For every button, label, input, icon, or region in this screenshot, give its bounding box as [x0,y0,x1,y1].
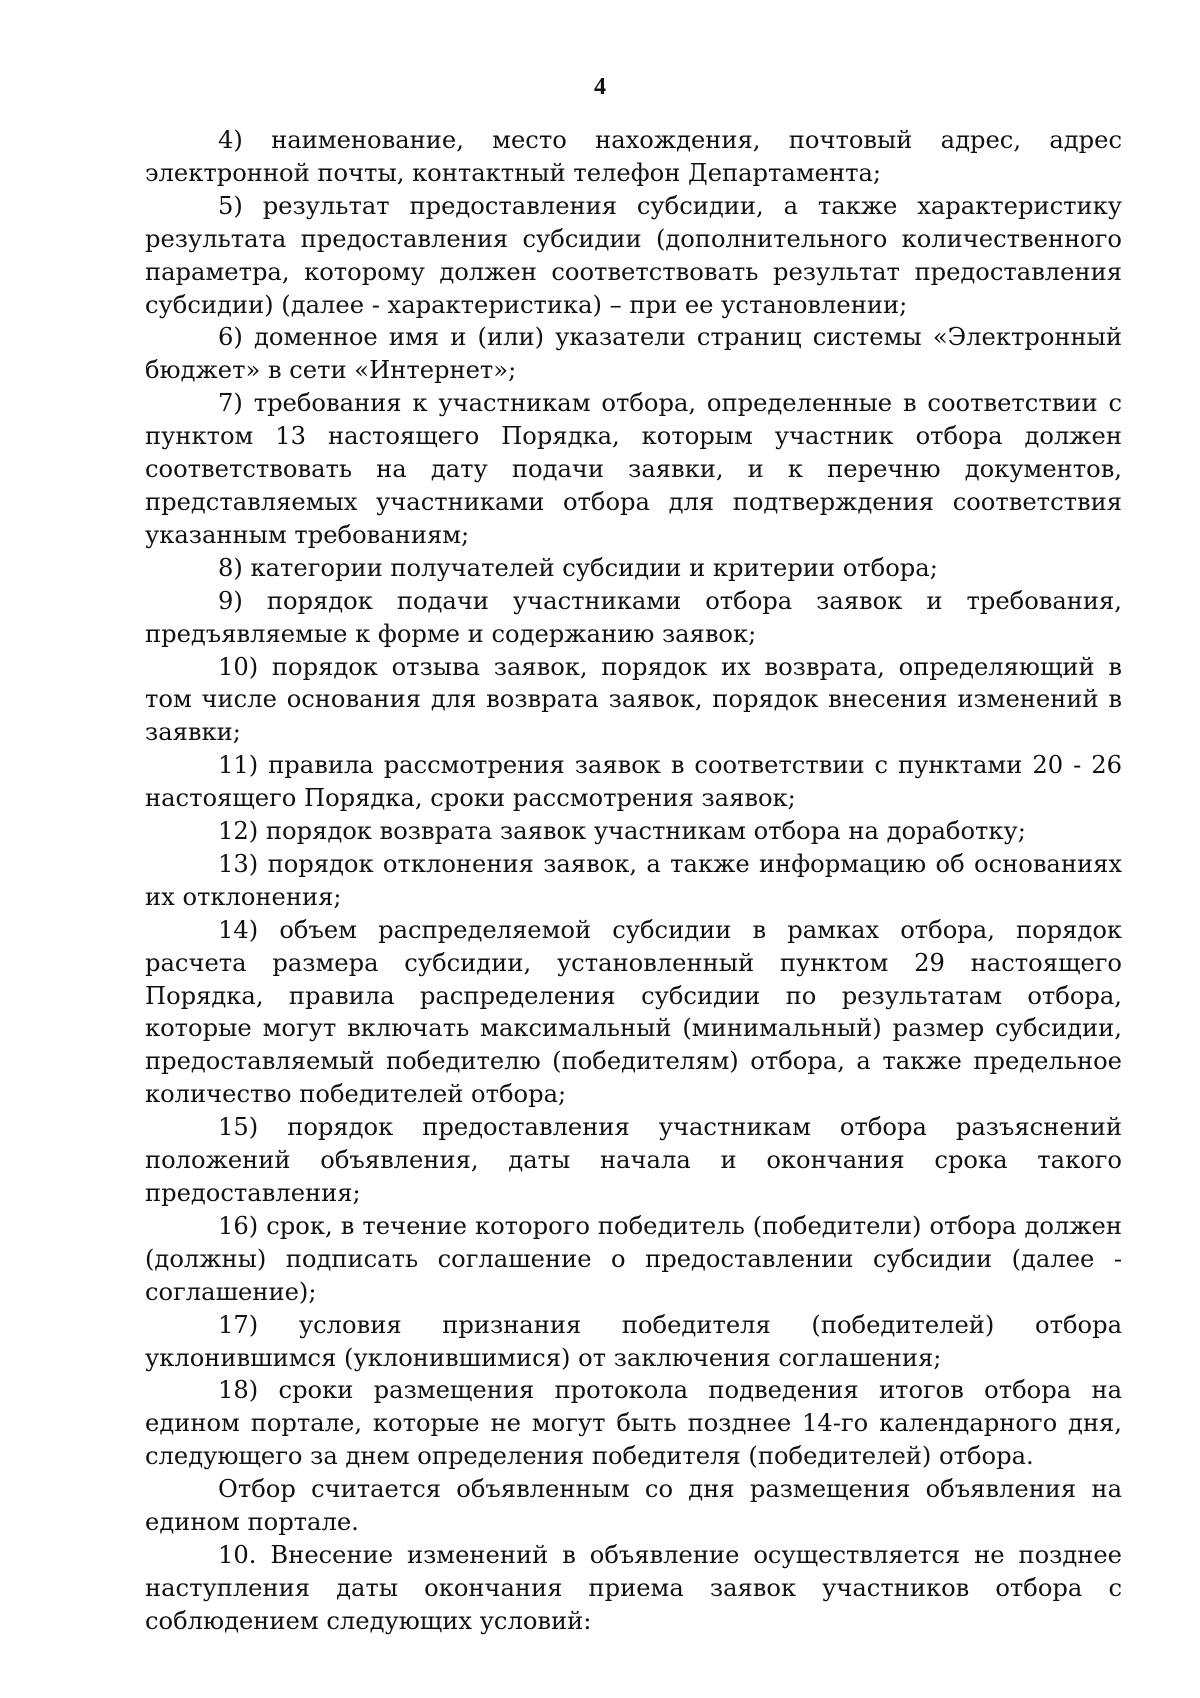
list-item-13: 13) порядок отклонения заявок, а также информацию об основаниях их отклонения; [145,849,1122,911]
list-item-10: 10) порядок отзыва заявок, порядок их возврата, определяющий в том числе основания для возврата заявок, порядок внесения изменений в заявки; [145,652,1122,747]
list-item-16: 16) срок, в течение которого победитель (победители) отбора должен (должны) подписать соглашение о предоставлении субсидии (далее - соглашение); [145,1211,1122,1306]
list-item-15: 15) порядок предоставления участникам отбора разъяснений положений объявления, даты начала и окончания срока такого предоставления; [145,1113,1122,1207]
list-item-18: 18) сроки размещения протокола подведения итогов отбора на едином портале, которые не могут быть позднее 14-го календарного дня, следующего за днем определения победителя (победителей) отбора. [145,1376,1122,1471]
list-item-11: 11) правила рассмотрения заявок в соответствии с пунктами 20 - 26 настоящего Порядка, сроки рассмотрения заявок; [145,751,1122,813]
document-body [145,124,1122,1638]
list-item-9: 9) порядок подачи участниками отбора заявок и требования, предъявляемые к форме и содержанию заявок; [145,586,1122,648]
section-10-paragraph: 10. Внесение изменений в объявление осуществляется не позднее наступления даты окончания приема заявок участников отбора с соблюдением следующих условий: [145,1540,1122,1635]
list-item-14: 14) объем распределяемой субсидии в рамках отбора, порядок расчета размера субсидии, установленный пунктом 29 настоящего Порядка, правила распределения субсидии по результатам отбора, которые могут включать максимальный (минимальный) размер субсидии, предоставляемый победителю (победителям) отбора, а также предельное количество победителей отбора; [145,915,1122,1109]
list-item-4: 4) наименование, место нахождения, почтовый адрес, адрес электронной почты, контактный телефон Департамента; [145,126,1122,187]
selection-announced-paragraph: Отбор считается объявленным со дня размещения объявления на едином портале. [145,1475,1122,1537]
list-item-8: 8) категории получателей субсидии и критерии отбора; [218,553,938,582]
list-item-5: 5) результат предоставления субсидии, а также характеристику результата предоставления субсидии (дополнительного количественного параметра, которому должен соответствовать результат предоставления субсидии) (далее - характеристика) – при ее установлении; [145,191,1122,319]
list-item-7: 7) требования к участникам отбора, определенные в соответствии с пунктом 13 настоящего Порядка, которым участник отбора должен соответствовать на дату подачи заявки, и к перечню документов, представляемых участниками отбора для подтверждения соответствия указанным требованиям; [145,389,1122,549]
list-item-17: 17) условия признания победителя (победителей) отбора уклонившимся (уклонившимися) от заключения соглашения; [145,1310,1122,1372]
page-number: 4 [594,74,606,100]
list-item-12: 12) порядок возврата заявок участникам отбора на доработку; [218,817,1026,846]
list-item-6: 6) доменное имя и (или) указатели страниц системы «Электронный бюджет» в сети «Интернет»; [145,323,1122,385]
